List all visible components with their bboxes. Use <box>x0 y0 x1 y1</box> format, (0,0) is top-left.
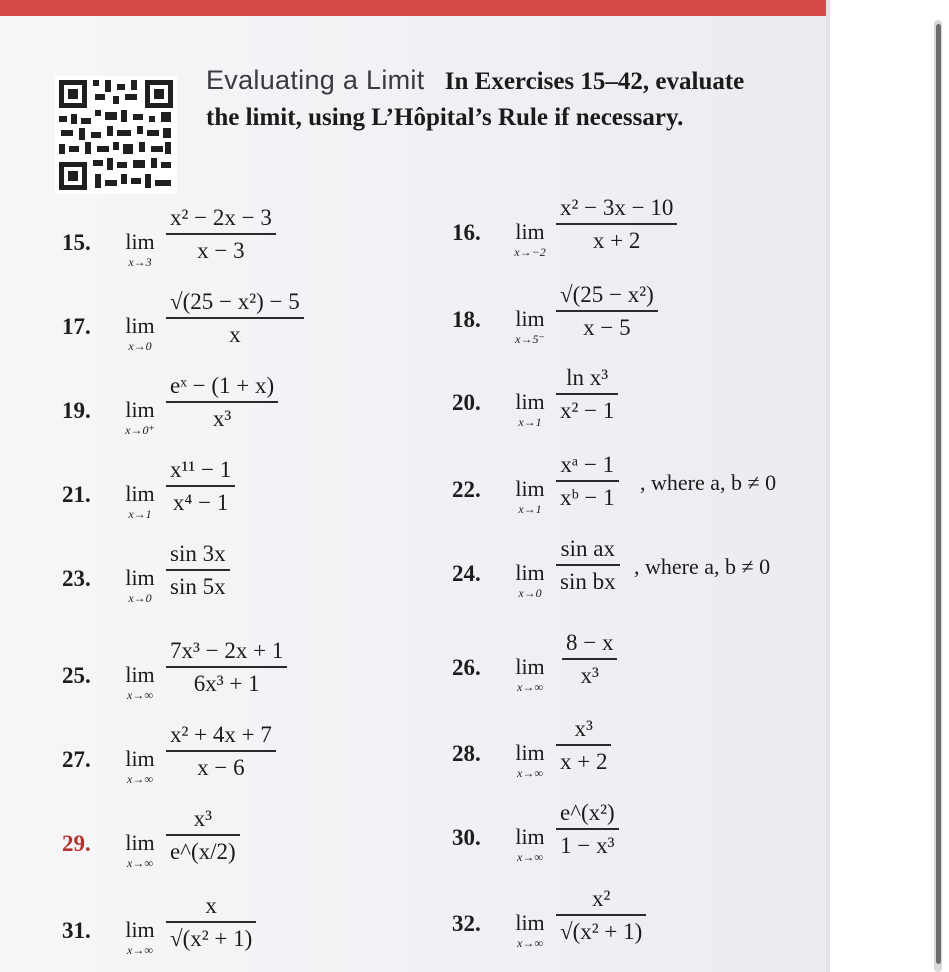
fraction-bar <box>166 834 240 836</box>
lim-word: lim <box>515 219 545 244</box>
exercise-number: 29. <box>62 831 91 856</box>
exercise-number: 30. <box>452 825 481 850</box>
numerator: eˣ − (1 + x) <box>170 373 275 398</box>
limit-approach: x→−2 <box>514 245 546 259</box>
denominator: x <box>229 322 241 347</box>
fraction <box>166 893 256 952</box>
fraction <box>556 536 620 595</box>
limit-approach: x→∞ <box>517 766 543 780</box>
lim-word: lim <box>125 229 155 254</box>
denominator: x³ <box>580 663 599 688</box>
numerator: e^(x²) <box>560 800 615 825</box>
numerator: x² − 2x − 3 <box>170 205 272 230</box>
denominator: x − 6 <box>197 755 245 780</box>
limit-operator <box>500 221 560 259</box>
scrollbar-thumb[interactable] <box>936 24 941 964</box>
exercise-number: 31. <box>62 918 91 943</box>
fraction-bar <box>556 564 620 566</box>
lim-word: lim <box>125 397 155 422</box>
lim-word: lim <box>515 740 545 765</box>
exercise-number: 15. <box>62 230 91 255</box>
exercise-number: 32. <box>452 911 481 936</box>
lim-word: lim <box>125 481 155 506</box>
limit-approach: x→0 <box>518 586 542 600</box>
limit-operator <box>110 832 170 870</box>
fraction-bar <box>556 828 619 830</box>
fraction-bar <box>166 233 276 235</box>
lim-word: lim <box>125 662 155 687</box>
fraction <box>166 806 240 865</box>
denominator: x³ <box>212 406 232 431</box>
fraction-bar <box>556 914 646 916</box>
page-edge <box>826 0 830 972</box>
fraction-bar <box>556 480 619 482</box>
numerator: √(25 − x²) <box>560 282 654 307</box>
fraction <box>166 722 276 781</box>
fraction-bar <box>166 401 278 403</box>
denominator: x + 2 <box>560 749 608 774</box>
numerator: ln x³ <box>566 365 609 390</box>
fraction <box>166 373 278 432</box>
denominator: x − 3 <box>197 238 245 263</box>
limit-operator <box>110 748 170 786</box>
numerator: x <box>205 893 217 918</box>
fraction-bar <box>166 666 287 668</box>
limit-approach: x→1 <box>518 415 542 429</box>
limit-approach: x→∞ <box>517 680 543 694</box>
exercise-number: 19. <box>62 398 91 423</box>
exercise-number: 16. <box>452 220 481 245</box>
exercise-number: 28. <box>452 741 481 766</box>
denominator: sin bx <box>560 569 616 594</box>
lim-word: lim <box>125 830 155 855</box>
numerator: x³ <box>574 716 593 741</box>
exercise-number: 27. <box>62 747 91 772</box>
fraction <box>556 195 677 254</box>
limit-approach: x→∞ <box>127 688 153 702</box>
fraction <box>556 365 618 424</box>
denominator: x⁴ − 1 <box>172 490 229 515</box>
fraction-bar <box>166 317 304 319</box>
limit-operator <box>110 567 170 605</box>
numerator: sin ax <box>560 536 615 561</box>
exercise-number: 24. <box>452 561 481 586</box>
heading-line-1 <box>206 62 826 100</box>
fraction <box>166 457 235 516</box>
fraction-bar <box>166 921 256 923</box>
denominator: x − 5 <box>583 315 631 340</box>
exercise-number: 23. <box>62 566 91 591</box>
denominator: √(x² + 1) <box>560 919 643 944</box>
lim-word: lim <box>515 389 545 414</box>
fraction-bar <box>166 750 276 752</box>
heading-line-2 <box>206 100 826 136</box>
exercise-number: 22. <box>452 477 481 502</box>
numerator: x² + 4x + 7 <box>170 722 272 747</box>
lim-word: lim <box>125 313 155 338</box>
fraction-bar <box>562 658 617 660</box>
heading-title: Evaluating a Limit <box>206 65 425 95</box>
numerator: √(25 − x²) − 5 <box>170 289 300 314</box>
numerator: xᵃ − 1 <box>560 452 615 477</box>
numerator: sin 3x <box>170 541 226 566</box>
exercise-number: 17. <box>62 314 91 339</box>
lim-word: lim <box>515 654 545 679</box>
denominator: e^(x/2) <box>170 839 236 864</box>
denominator: 6x³ + 1 <box>193 671 260 696</box>
fraction <box>166 205 276 264</box>
limit-operator <box>110 231 170 269</box>
limit-operator <box>500 562 560 600</box>
limit-operator <box>500 391 560 429</box>
fraction-bar <box>556 744 611 746</box>
numerator: 8 − x <box>566 630 614 655</box>
limit-operator <box>110 664 170 702</box>
numerator: x¹¹ − 1 <box>170 457 232 482</box>
exercise-number: 21. <box>62 482 91 507</box>
limit-operator <box>110 919 170 957</box>
limit-approach: x→1 <box>518 502 542 516</box>
lim-word: lim <box>125 565 155 590</box>
limit-approach: x→∞ <box>127 943 153 957</box>
denominator: xᵇ − 1 <box>560 485 615 510</box>
limit-operator <box>500 478 560 516</box>
qr-code-icon[interactable] <box>55 76 177 194</box>
limit-approach: x→∞ <box>127 772 153 786</box>
numerator: x² <box>591 886 611 911</box>
fraction <box>166 289 304 348</box>
fraction-bar <box>556 393 618 395</box>
heading-instruction-1: In Exercises 15–42, evaluate <box>444 68 745 95</box>
lim-word: lim <box>515 910 545 935</box>
fraction <box>556 800 619 859</box>
lim-word: lim <box>515 306 545 331</box>
limit-approach: x→3 <box>128 255 152 269</box>
limit-operator <box>110 483 170 521</box>
exercise-number: 26. <box>452 655 481 680</box>
limit-operator <box>500 826 560 864</box>
exercise-number: 20. <box>452 390 481 415</box>
heading-instruction-2: the limit, using L’Hôpital’s Rule if necessary. <box>206 104 684 131</box>
denominator: 1 − x³ <box>560 833 615 858</box>
fraction-bar <box>556 223 677 225</box>
limit-approach: x→0⁺ <box>125 423 155 437</box>
lim-word: lim <box>515 824 545 849</box>
fraction-bar <box>166 485 235 487</box>
fraction <box>556 716 611 775</box>
lim-word: lim <box>515 476 545 501</box>
fraction <box>556 282 658 341</box>
denominator: sin 5x <box>170 574 226 599</box>
limit-approach: x→5⁻ <box>515 332 545 346</box>
limit-approach: x→∞ <box>127 856 153 870</box>
limit-operator <box>500 308 560 346</box>
numerator: x² − 3x − 10 <box>560 195 674 220</box>
limit-operator <box>500 912 560 950</box>
denominator: x² − 1 <box>560 398 615 423</box>
limit-approach: x→0 <box>128 339 152 353</box>
numerator: 7x³ − 2x + 1 <box>170 638 284 663</box>
fraction <box>556 452 619 511</box>
exercise-number: 25. <box>62 663 91 688</box>
lim-word: lim <box>125 917 155 942</box>
fraction <box>166 541 230 600</box>
limit-approach: x→1 <box>128 507 152 521</box>
section-heading <box>206 62 826 136</box>
fraction <box>562 630 617 689</box>
denominator: √(x² + 1) <box>170 926 253 951</box>
limit-operator <box>500 742 560 780</box>
condition-text: , where a, b ≠ 0 <box>634 554 771 579</box>
condition-text: , where a, b ≠ 0 <box>640 470 777 495</box>
limit-operator <box>110 399 170 437</box>
lim-word: lim <box>125 746 155 771</box>
limit-operator <box>500 656 560 694</box>
lim-word: lim <box>515 560 545 585</box>
limit-approach: x→0 <box>128 591 152 605</box>
limit-operator <box>110 315 170 353</box>
fraction <box>556 886 646 945</box>
fraction-bar <box>556 310 658 312</box>
exercise-number: 18. <box>452 307 481 332</box>
top-color-band <box>0 0 828 16</box>
limit-approach: x→∞ <box>517 936 543 950</box>
numerator: x³ <box>193 806 213 831</box>
limit-approach: x→∞ <box>517 850 543 864</box>
fraction <box>166 638 287 697</box>
denominator: x + 2 <box>592 228 641 253</box>
fraction-bar <box>166 569 230 571</box>
